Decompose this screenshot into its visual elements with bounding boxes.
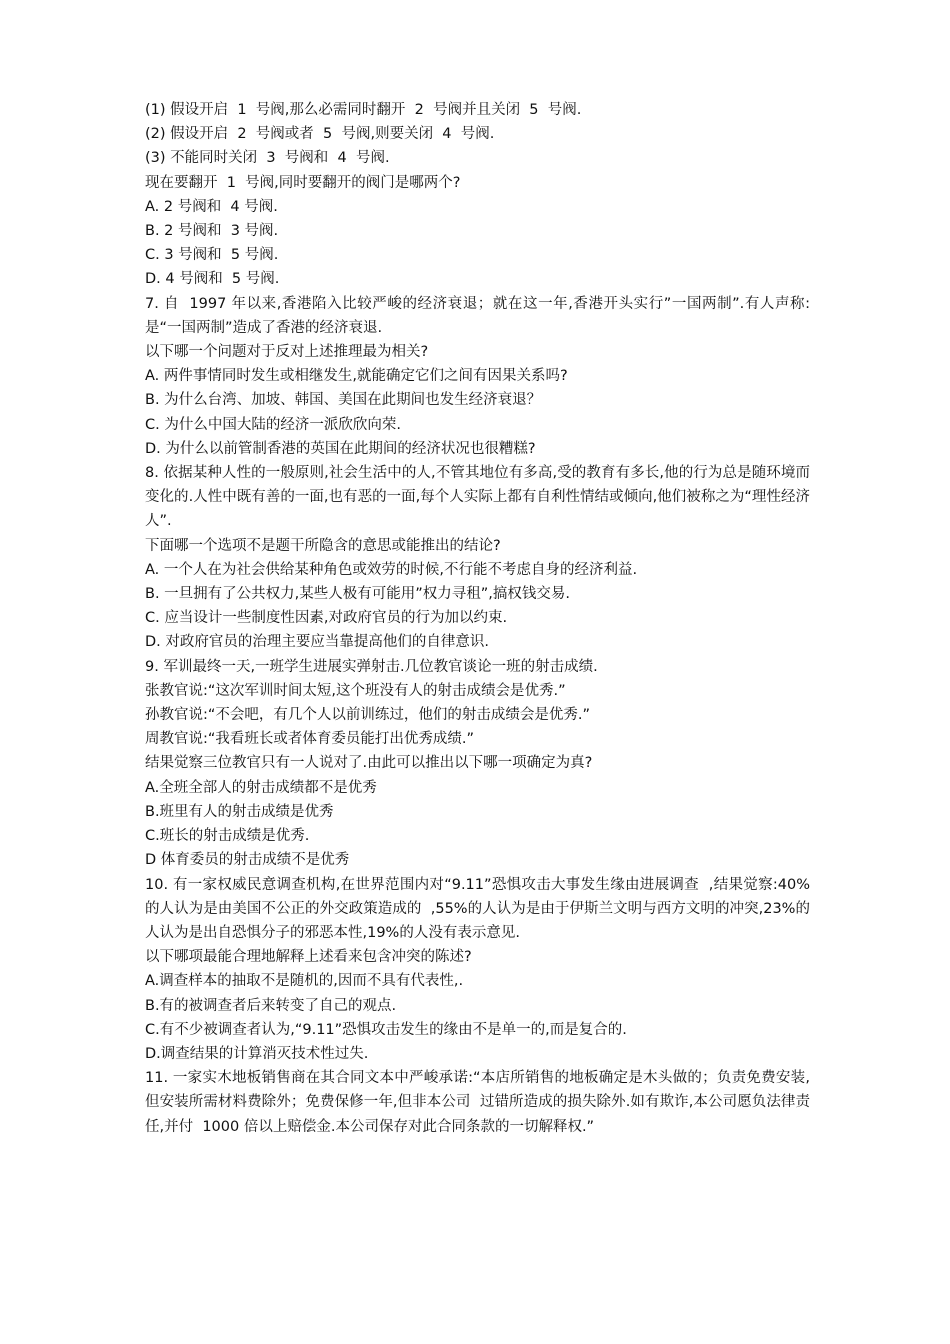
q7-option-c: C. 为什么中国大陆的经济一派欣欣向荣.: [145, 416, 401, 433]
q8-question: 下面哪一个选项不是题干所隐含的意思或能推出的结论?: [145, 537, 501, 554]
q9-option-d: D 体育委员的射击成绩不是优秀: [145, 852, 350, 869]
q9-question: 结果觉察三位教官只有一人说对了.由此可以推出以下哪一项确定为真?: [145, 755, 593, 772]
q10-option-b: B.有的被调查者后来转变了自己的观点.: [145, 997, 397, 1014]
q11-stem: 11. 一家实木地板销售商在其合同文本中严峻承诺:“本店所销售的地板确定是木头做的；负责免费安装,但安装所需材料费除外；免费保修一年,但非本公司 过错所造成的损失除外.如有欺诈,本公司愿负法律责任,并付 1000 倍以上赔偿金.本公司保存对此合同条款的一切解释权.”: [145, 1070, 810, 1135]
condition-1: (1) 假设开启 1 号阀,那么必需同时翻开 2 号阀并且关闭 5 号阀.: [145, 102, 582, 118]
q10-question: 以下哪项最能合理地解释上述看来包含冲突的陈述?: [145, 949, 472, 966]
q10-option-a: A.调查样本的抽取不是随机的,因而不具有代表性,.: [145, 973, 464, 990]
q7-option-d: D. 为什么以前管制香港的英国在此期间的经济状况也很糟糕?: [145, 440, 536, 457]
q9-statement-zhou: 周教官说:“我看班长或者体育委员能打出优秀成绩.”: [145, 731, 475, 748]
q8-stem: 8. 依据某种人性的一般原则,社会生活中的人,不管其地位有多高,受的教育有多长,他的行为总是随环境而变化的.人性中既有善的一面,也有恶的一面,每个人实际上都有自利性情结或倾向,他们被称之为“理性经济人”.: [145, 465, 810, 530]
q10-option-d: D.调查结果的计算消灭技术性过失.: [145, 1045, 369, 1062]
q6-option-b: B. 2 号阀和 3 号阀.: [145, 223, 279, 240]
document-body: [145, 98, 810, 1139]
q9-option-b: B.班里有人的射击成绩是优秀: [145, 803, 334, 820]
q7-stem: 7. 自 1997 年以来,香港陷入比较严峻的经济衰退；就在这一年,香港开头实行”一国两制”.有人声称:是“一国两制”造成了香港的经济衰退.: [145, 295, 810, 336]
q6-question: 现在要翻开 1 号阀,同时要翻开的阀门是哪两个?: [145, 174, 461, 191]
q7-option-b: B. 为什么台湾、加坡、韩国、美国在此期间也发生经济衰退？: [145, 392, 542, 409]
condition-2: (2) 假设开启 2 号阀或者 5 号阀,则要关闭 4 号阀.: [145, 126, 495, 143]
q9-option-a: A.全班全部人的射击成绩都不是优秀: [145, 779, 377, 796]
q6-option-d: D. 4 号阀和 5 号阀.: [145, 271, 280, 288]
q7-question: 以下哪一个问题对于反对上述推理最为相关?: [145, 344, 429, 361]
q9-option-c: C.班长的射击成绩是优秀.: [145, 828, 310, 845]
q8-option-c: C. 应当设计一些制度性因素,对政府官员的行为加以约束.: [145, 610, 508, 627]
q7-option-a: A. 两件事情同时发生或相继发生,就能确定它们之间有因果关系吗?: [145, 368, 568, 385]
q10-stem: 10. 有一家权威民意调查机构,在世界范围内对“9.11”恐惧攻击大事发生缘由进展调查 ,结果觉察:40%的人认为是由美国不公正的外交政策造成的 ,55%的人认为是由于伊斯兰文明与西方文明的冲突,23%的人认为是出自恐惧分子的邪恶本性,19%的人没有表示意见.: [145, 876, 810, 941]
q6-option-a: A. 2 号阀和 4 号阀.: [145, 198, 278, 215]
q9-statement-zhang: 张教官说:“这次军训时间太短,这个班没有人的射击成绩会是优秀.”: [145, 682, 566, 699]
q9-stem: 9. 军训最终一天,一班学生进展实弹射击.几位教官谈论一班的射击成绩.: [145, 658, 598, 675]
q10-option-c: C.有不少被调查者认为,“9.11”恐惧攻击发生的缘由不是单一的,而是复合的.: [145, 1021, 627, 1038]
condition-3: (3) 不能同时关闭 3 号阀和 4 号阀.: [145, 150, 390, 167]
q8-option-a: A. 一个人在为社会供给某种角色或效劳的时候,不行能不考虑自身的经济利益.: [145, 561, 638, 578]
q9-statement-sun: 孙教官说:“不会吧，有几个人以前训练过，他们的射击成绩会是优秀.”: [145, 707, 591, 724]
q6-option-c: C. 3 号阀和 5 号阀.: [145, 247, 279, 264]
q8-option-b: B. 一旦拥有了公共权力,某些人极有可能用”权力寻租”,搞权钱交易.: [145, 586, 571, 603]
q8-option-d: D. 对政府官员的治理主要应当靠提高他们的自律意识.: [145, 634, 489, 651]
